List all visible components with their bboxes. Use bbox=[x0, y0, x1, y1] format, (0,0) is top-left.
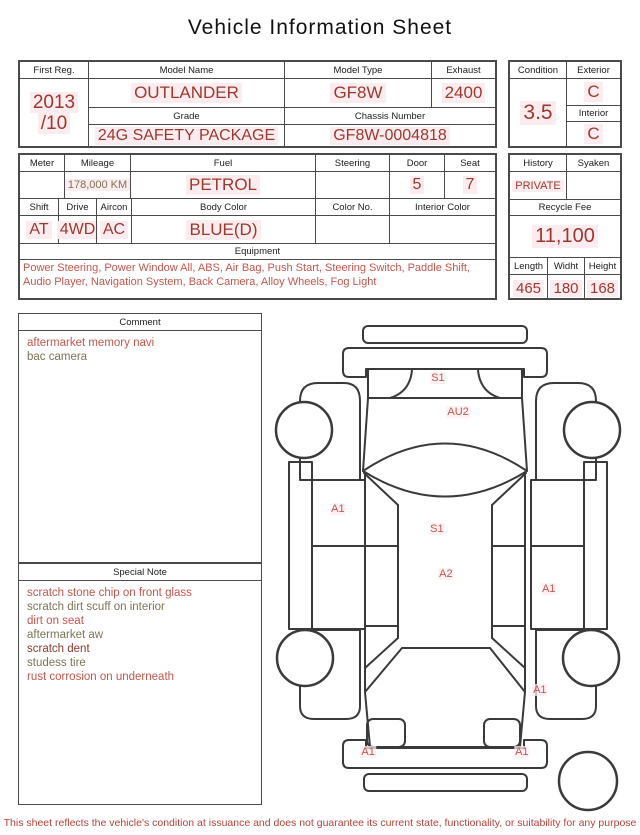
length-value: 465 bbox=[510, 275, 547, 300]
equipment-section bbox=[20, 243, 495, 291]
steering-cell bbox=[315, 155, 389, 198]
interior-color-cell bbox=[389, 199, 495, 243]
model-row bbox=[89, 62, 495, 107]
exhaust-label: Exhaust bbox=[432, 62, 495, 79]
height-value: 168 bbox=[585, 275, 620, 300]
first-reg-label: First Reg. bbox=[20, 62, 88, 79]
special-note-line: scratch dent bbox=[27, 643, 90, 655]
seat-value: 7 bbox=[445, 172, 495, 198]
registration-table bbox=[18, 60, 497, 148]
condition-box bbox=[508, 60, 622, 148]
mileage-value: 178,000 KM bbox=[65, 172, 130, 198]
length-label: Length bbox=[510, 258, 547, 275]
interior-label: Interior bbox=[567, 105, 620, 122]
model-type-label: Model Type bbox=[285, 62, 431, 79]
special-note-box bbox=[18, 563, 262, 805]
chassis-cell bbox=[284, 108, 495, 146]
shift-value: AT bbox=[20, 216, 58, 243]
diagram-label: S1 bbox=[430, 523, 444, 536]
history-label: History bbox=[510, 155, 566, 172]
condition-label: Condition bbox=[510, 62, 566, 79]
recycle-section bbox=[510, 199, 620, 257]
drive-value: 4WD bbox=[59, 216, 96, 243]
diagram-label: AU2 bbox=[447, 406, 469, 419]
spec-row-1 bbox=[20, 155, 495, 198]
spec-table bbox=[18, 153, 497, 300]
seat-cell bbox=[444, 155, 495, 198]
width-cell bbox=[547, 258, 584, 300]
spec-row-2 bbox=[20, 198, 495, 243]
exhaust-value: 2400 bbox=[432, 79, 495, 107]
steering-value bbox=[316, 172, 389, 198]
diagram-label: A1 bbox=[331, 502, 345, 515]
model-name-label: Model Name bbox=[89, 62, 284, 79]
meter-label: Meter bbox=[20, 155, 64, 172]
special-note-header: Special Note bbox=[19, 564, 261, 581]
diagram-label: A1 bbox=[361, 745, 375, 758]
drive-cell bbox=[58, 199, 96, 243]
exterior-value: C bbox=[567, 79, 620, 105]
grade-label: Grade bbox=[89, 108, 284, 125]
model-type-cell bbox=[284, 62, 431, 107]
meter-cell bbox=[20, 155, 64, 198]
comment-line: aftermarket memory navi bbox=[27, 337, 155, 349]
drive-label: Drive bbox=[59, 199, 96, 216]
steering-label: Steering bbox=[316, 155, 389, 172]
grade-row bbox=[89, 107, 495, 146]
syaken-cell bbox=[566, 155, 620, 199]
fuel-value: PETROL bbox=[131, 172, 315, 198]
dimensions-row bbox=[510, 257, 620, 300]
fuel-label: Fuel bbox=[131, 155, 315, 172]
special-note-line: scratch dirt scuff on interior bbox=[27, 601, 165, 613]
condition-cell bbox=[510, 62, 566, 146]
special-note-line: studess tire bbox=[27, 657, 86, 669]
interior-value: C bbox=[567, 122, 620, 146]
door-value: 5 bbox=[390, 172, 444, 198]
shift-label: Shift bbox=[20, 199, 58, 216]
diagram-label: A2 bbox=[439, 567, 453, 580]
comment-body bbox=[19, 331, 261, 369]
exterior-interior-cell bbox=[566, 62, 620, 146]
mileage-cell bbox=[64, 155, 130, 198]
body-color-cell bbox=[131, 199, 315, 243]
diagram-label: A1 bbox=[533, 683, 547, 696]
history-row bbox=[510, 155, 620, 199]
model-type-value: GF8W bbox=[285, 79, 431, 107]
registration-right bbox=[88, 62, 495, 146]
aircon-value: AC bbox=[97, 216, 131, 243]
chassis-label: Chassis Number bbox=[285, 108, 495, 125]
meter-value bbox=[20, 172, 64, 198]
footer-disclaimer: This sheet reflects the vehicle's condition at issuance and does not guarantee its current state, functionality, or suitability for any purpose bbox=[3, 817, 637, 829]
car-damage-diagram bbox=[272, 316, 632, 835]
history-box bbox=[508, 153, 622, 300]
equipment-value: Power Steering, Power Window All, ABS, Air Bag, Push Start, Steering Switch, Paddle Shift, Audio Player, Navigation System, Back Camera, Alloy Wheels, Fog Light bbox=[23, 262, 470, 288]
diagram-label: A1 bbox=[542, 583, 556, 595]
door-cell bbox=[389, 155, 444, 198]
syaken-value bbox=[567, 172, 620, 199]
first-reg-cell bbox=[20, 62, 88, 146]
model-name-value: OUTLANDER bbox=[89, 79, 284, 107]
width-label: Widht bbox=[548, 258, 584, 275]
special-note-body bbox=[19, 581, 261, 689]
history-value: PRIVATE bbox=[510, 172, 566, 199]
exterior-label: Exterior bbox=[567, 62, 620, 79]
shift-cell bbox=[20, 199, 58, 243]
exhaust-cell bbox=[431, 62, 495, 107]
interior-color-value bbox=[390, 216, 495, 243]
seat-label: Seat bbox=[445, 155, 495, 172]
diagram-label: S1 bbox=[431, 371, 445, 384]
recycle-fee-label: Recycle Fee bbox=[510, 200, 620, 216]
grade-cell bbox=[89, 108, 284, 146]
first-reg-value: 2013 /10 bbox=[20, 79, 88, 146]
equipment-label: Equipment bbox=[20, 244, 495, 260]
chassis-value: GF8W-0004818 bbox=[285, 125, 495, 146]
comment-line: bac camera bbox=[27, 351, 88, 363]
special-note-line: aftermarket aw bbox=[27, 629, 104, 641]
aircon-label: Aircon bbox=[97, 199, 131, 216]
height-cell bbox=[584, 258, 620, 300]
color-no-cell bbox=[315, 199, 389, 243]
page-title: Vehicle Information Sheet bbox=[187, 16, 453, 39]
body-color-value: BLUE(D) bbox=[132, 216, 315, 243]
syaken-label: Syaken bbox=[567, 155, 620, 172]
interior-color-label: Interior Color bbox=[390, 199, 495, 216]
recycle-fee-value: 11,100 bbox=[510, 216, 620, 257]
special-note-line: scratch stone chip on front glass bbox=[27, 587, 192, 599]
door-label: Door bbox=[390, 155, 444, 172]
condition-value: 3.5 bbox=[510, 79, 566, 146]
body-color-label: Body Color bbox=[132, 199, 315, 216]
comment-box bbox=[18, 313, 262, 563]
model-name-cell bbox=[89, 62, 284, 107]
color-no-value bbox=[316, 216, 389, 243]
height-label: Height bbox=[585, 258, 620, 275]
comment-header: Comment bbox=[19, 314, 261, 331]
width-value: 180 bbox=[548, 275, 584, 300]
history-cell bbox=[510, 155, 566, 199]
special-note-line: dirt on seat bbox=[27, 615, 84, 627]
length-cell bbox=[510, 258, 547, 300]
special-note-line: rust corrosion on underneath bbox=[27, 671, 175, 683]
mileage-label: Mileage bbox=[65, 155, 130, 172]
grade-value: 24G SAFETY PACKAGE bbox=[89, 125, 284, 146]
aircon-cell bbox=[96, 199, 131, 243]
color-no-label: Color No. bbox=[316, 199, 389, 216]
fuel-cell bbox=[130, 155, 315, 198]
diagram-label: A1 bbox=[515, 745, 529, 758]
